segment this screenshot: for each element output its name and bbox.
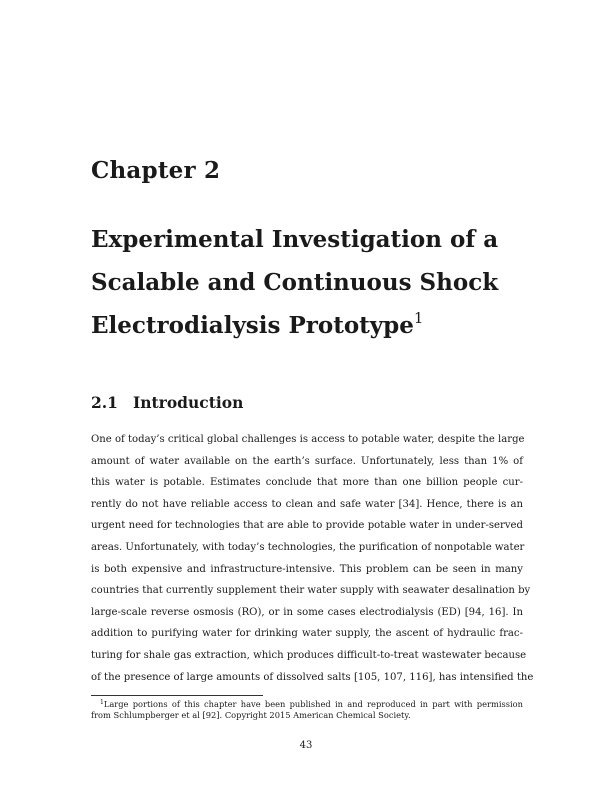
body-line: addition to purifying water for drinking water supply, the ascent of hydraulic frac- [91, 628, 523, 640]
body-line: amount of water available on the earth’s surface. Unfortunately, less than 1% of [91, 455, 523, 467]
body-line: this water is potable. Estimates conclude that more than one billion people cur- [91, 477, 523, 489]
body-paragraph [91, 430, 534, 689]
section-title: Introduction [133, 393, 244, 412]
footnote-text-2: from Schlumpberger et al [92]. Copyright 2015 American Chemical Society. [91, 710, 411, 720]
body-line: countries that currently supplement their water supply with seawater desalination by [91, 585, 531, 597]
section-heading [91, 393, 243, 412]
section-number: 2.1 [91, 393, 118, 412]
body-line: is both expensive and infrastructure-intensive. This problem can be seen in many [91, 563, 523, 575]
chapter-title [91, 222, 531, 351]
chapter-title-line-text: Electrodialysis Prototype [91, 312, 414, 339]
page-number: 43 [299, 740, 313, 751]
chapter-label: Chapter 2 [91, 157, 221, 184]
chapter-title-line: Scalable and Continuous Shock [91, 269, 499, 296]
footnote-mark: 1 [100, 699, 104, 706]
body-line: large-scale reverse osmosis (RO), or in some cases electrodialysis (ED) [94, 16]. In [91, 606, 523, 618]
body-line: rently do not have reliable access to clean and safe water [34]. Hence, there is an [91, 498, 523, 510]
footnote [91, 699, 523, 721]
footnote-text-1: Large portions of this chapter have been published in and reproduced in part with permission [103, 699, 523, 709]
body-line: areas. Unfortunately, with today’s technologies, the purification of nonpotable water [91, 541, 525, 553]
footnote-line [91, 699, 523, 710]
chapter-title-line-last [91, 308, 531, 351]
body-line: turing for shale gas extraction, which produces difficult-to-treat wastewater because [91, 649, 527, 661]
chapter-title-line: Experimental Investigation of a [91, 226, 499, 253]
chapter-title-footnote-mark[interactable]: 1 [413, 309, 424, 327]
footnote-divider [91, 695, 263, 696]
body-line: of the presence of large amounts of dissolved salts [105, 107, 116], has intensified the [91, 671, 534, 683]
body-line: One of today’s critical global challenges is access to potable water, despite the large [91, 434, 525, 445]
body-line: urgent need for technologies that are able to provide potable water in under-served [91, 520, 523, 532]
